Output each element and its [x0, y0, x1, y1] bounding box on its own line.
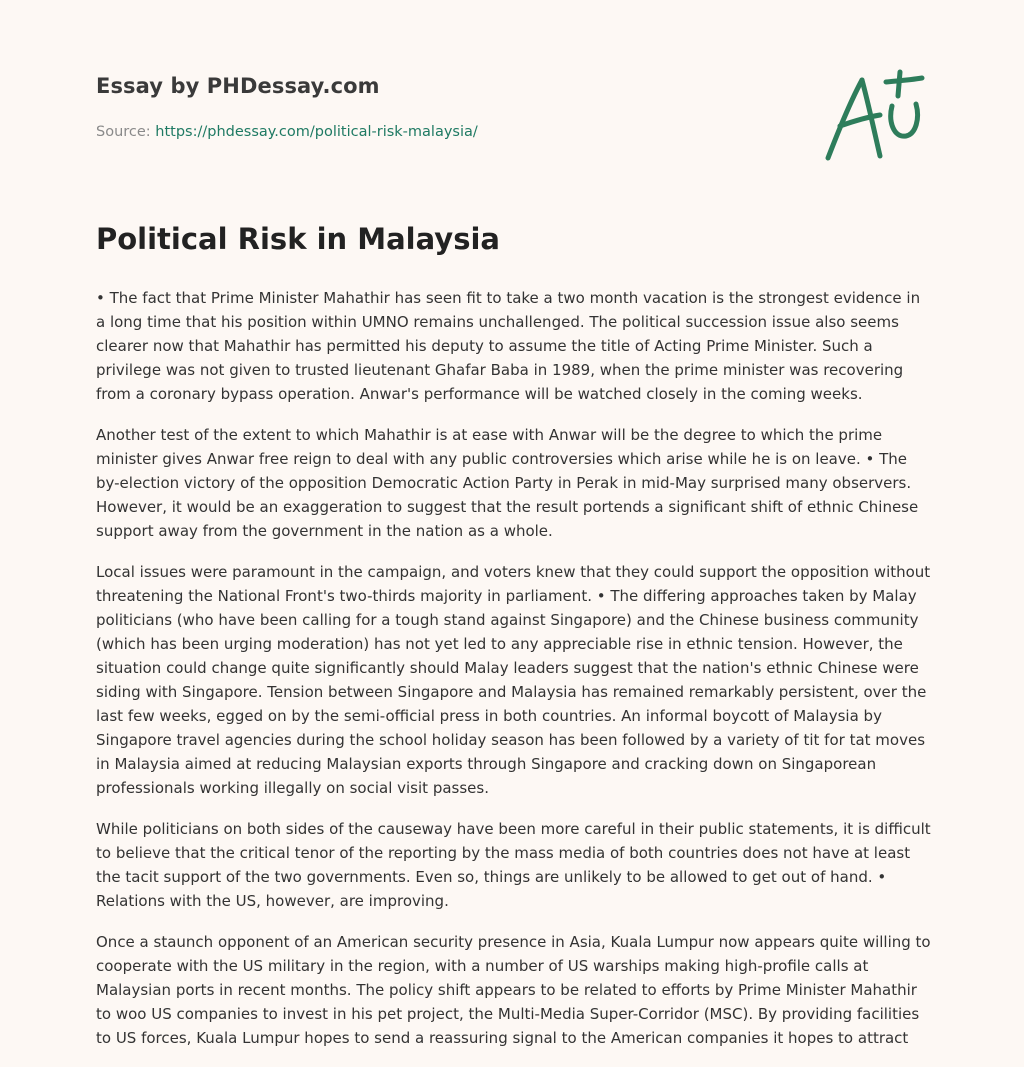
- site-brand: Essay by PHDessay.com: [96, 74, 380, 98]
- essay-paragraph: Another test of the extent to which Mahathir is at ease with Anwar will be the degree to which the prime minister gives Anwar free reign to deal with any public controversies which arise while he is on leave. • The by-election victory of the opposition Democratic Action Party in Perak in mid-May surprised many observers. However, it would be an exaggeration to suggest that the result portends a significant shift of ethnic Chinese support away from the government in the nation as a whole.: [96, 426, 919, 540]
- source-line: [96, 124, 478, 140]
- essay-paragraph: • The fact that Prime Minister Mahathir has seen fit to take a two month vacation is the strongest evidence in a long time that his position within UMNO remains unchallenged. The political succession issue also seems clearer now that Mahathir has permitted his deputy to assume the title of Acting Prime Minister. Such a privilege was not given to trusted lieutenant Ghafar Baba in 1989, when the prime minister was recovering from a coronary bypass operation. Anwar's performance will be watched closely in the coming weeks.: [96, 289, 921, 403]
- source-link[interactable]: https://phdessay.com/political-risk-malaysia/: [155, 124, 478, 140]
- a-plus-logo-icon: [818, 66, 930, 166]
- source-label: Source:: [96, 124, 151, 140]
- essay-paragraph: Local issues were paramount in the campaign, and voters knew that they could support the opposition without threatening the National Front's two-thirds majority in parliament. • The differing approaches taken by Malay politicians (who have been calling for a tough stand against Singapore) and the Chinese business community (which has been urging moderation) has not yet led to any appreciable rise in ethnic tension. However, the situation could change quite significantly should Malay leaders suggest that the nation's ethnic Chinese were siding with Singapore. Tension between Singapore and Malaysia has remained remarkably persistent, over the last few weeks, egged on by the semi-official press in both countries. An informal boycott of Malaysia by Singapore travel agencies during the school holiday season has been followed by a variety of tit for tat moves in Malaysia aimed at reducing Malaysian exports through Singapore and cracking down on Singaporean professionals working illegally on social visit passes.: [96, 563, 931, 797]
- essay-paragraph: Once a staunch opponent of an American security presence in Asia, Kuala Lumpur now appears quite willing to cooperate with the US military in the region, with a number of US warships making high-profile calls at Malaysian ports in recent months. The policy shift appears to be related to efforts by Prime Minister Mahathir to woo US companies to invest in his pet project, the Multi-Media Super-Corridor (MSC). By providing facilities to US forces, Kuala Lumpur hopes to send a reassuring signal to the American companies it hopes to attract: [96, 933, 931, 1047]
- essay-paragraph: While politicians on both sides of the causeway have been more careful in their public statements, it is difficult to believe that the critical tenor of the reporting by the mass media of both countries does not have at least the tacit support of the two governments. Even so, things are unlikely to be allowed to get out of hand. • Relations with the US, however, are improving.: [96, 820, 931, 910]
- essay-title: Political Risk in Malaysia: [96, 222, 500, 256]
- essay-body: [96, 286, 932, 1067]
